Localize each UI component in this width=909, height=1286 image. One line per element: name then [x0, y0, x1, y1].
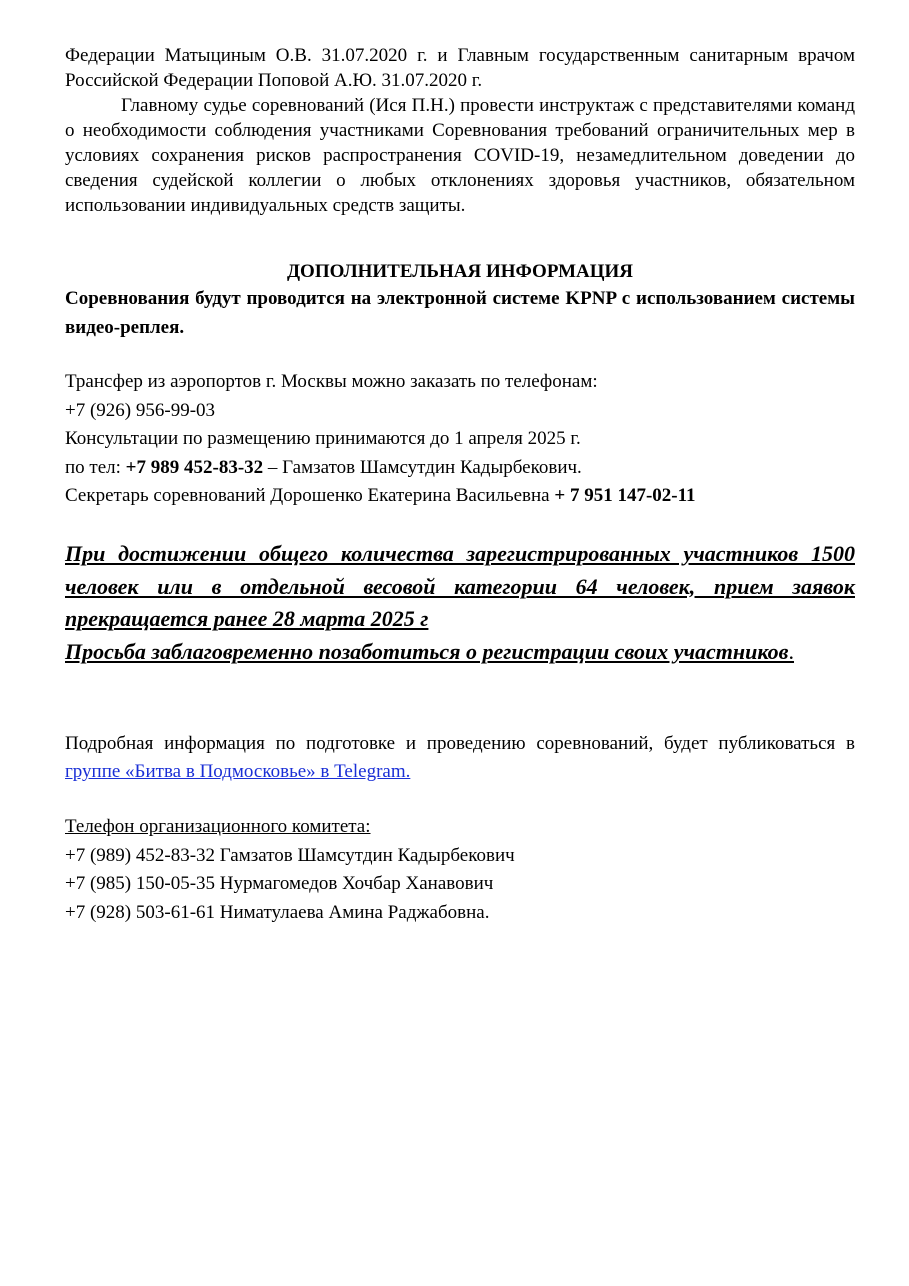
committee-phone: +7 (928) 503-61-61 Ниматулаева Амина Раджабовна.: [65, 901, 490, 923]
contacts-block: [65, 368, 855, 511]
secretary-text: Секретарь соревнований Дорошенко Екатерина Васильевна: [65, 485, 555, 506]
committee-phone: +7 (989) 452-83-32 Гамзатов Шамсутдин Кадырбекович: [65, 844, 515, 866]
registration-notice: При достижении общего количества зарегистрированных участников 1500 человек или в отдельной весовой категории 64 человек, прием заявок прекращается ранее 28 марта 2025 г: [65, 541, 855, 631]
telegram-group-link[interactable]: группе «Битва в Подмосковье» в Telegram.: [65, 761, 411, 782]
section-heading: ДОПОЛНИТЕЛЬНАЯ ИНФОРМАЦИЯ: [286, 261, 634, 282]
transfer-phone: +7 (926) 956-99-03: [65, 399, 216, 421]
registration-request: [65, 636, 855, 669]
committee-heading: Телефон организационного комитета:: [65, 816, 371, 837]
committee-phone: +7 (985) 150-05-35 Нурмагомедов Хочбар Ханавович: [65, 873, 494, 894]
details-paragraph: [65, 730, 855, 786]
secretary-line: [65, 482, 855, 511]
transfer-text: Трансфер из аэропортов г. Москвы можно заказать по телефонам:: [65, 371, 598, 392]
committee-block: [65, 813, 855, 927]
registration-request-text: Просьба заблаговременно позаботиться о регистрации своих участников: [65, 639, 789, 664]
tel-number: +7 989 452-83-32: [125, 456, 264, 478]
tel-suffix: – Гамзатов Шамсутдин Кадырбекович.: [263, 456, 582, 478]
instruction-paragraph: Главному судье соревнований (Ися П.Н.) провести инструктаж с представителями команд о необходимости соблюдения участниками Соревнования требований ограничительных мер в условиях сохранения рисков распространения COVID-19, незамедлительном доведении до сведения судейской коллегии о любых отклонениях здоровья участников, обязательном использовании индивидуальных средств защиты.: [65, 95, 855, 216]
kpnp-paragraph: Соревнования будут проводится на электронной системе KPNP с использованием системы видео-реплея.: [65, 288, 855, 338]
registration-request-end: .: [788, 639, 794, 664]
tel-line: [65, 454, 855, 483]
details-text: Подробная информация по подготовке и проведению соревнований, будет публиковаться в: [65, 733, 855, 754]
intro-paragraph: Федерации Матыциным О.В. 31.07.2020 г. и Главным государственным санитарным врачом Российской Федерации Поповой А.Ю. 31.07.2020 г.: [65, 45, 855, 91]
secretary-phone: + 7 951 147-02-11: [554, 485, 696, 506]
consult-text: Консультации по размещению принимаются до 1 апреля 2025 г.: [65, 428, 581, 449]
tel-prefix: по тел:: [65, 456, 126, 478]
